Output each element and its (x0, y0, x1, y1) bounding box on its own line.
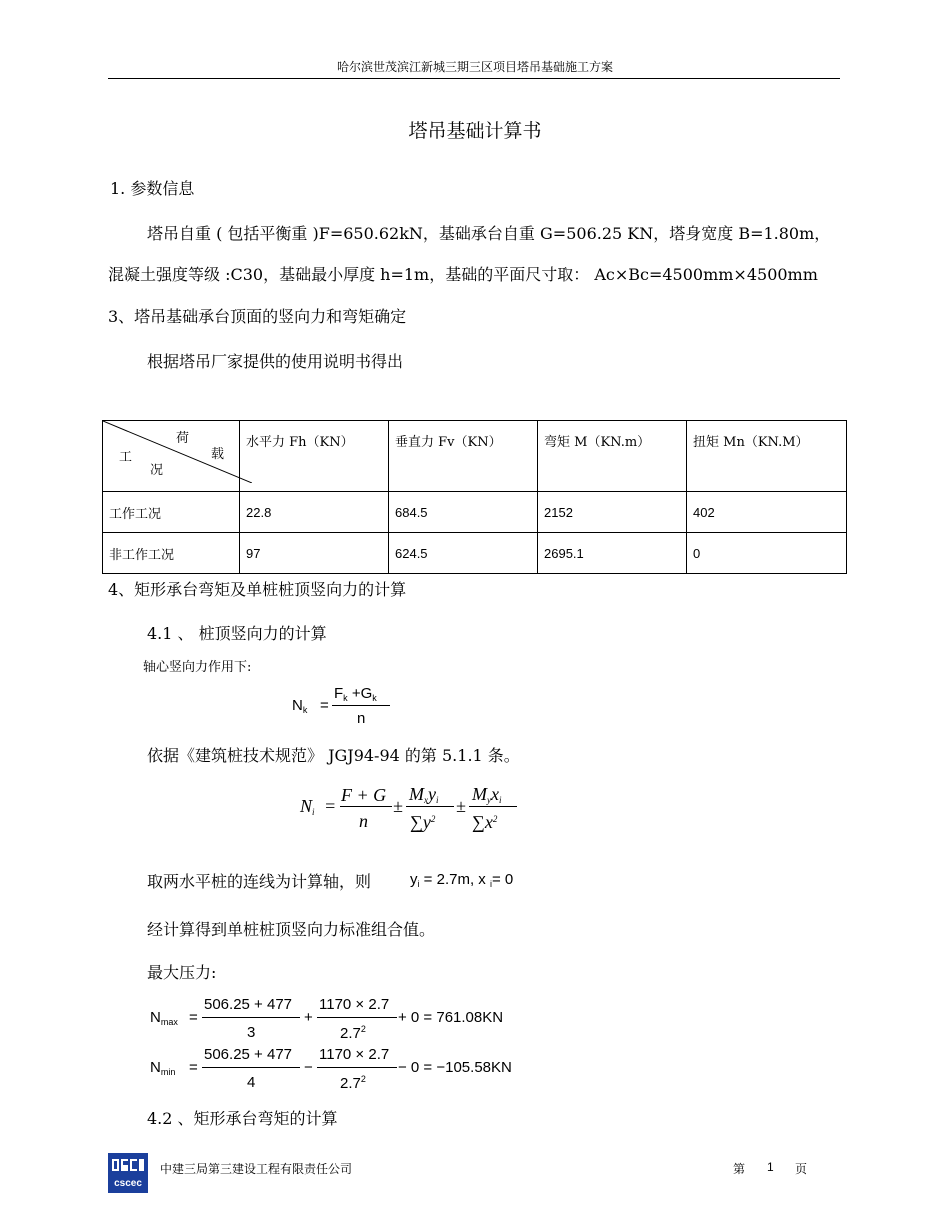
corner-label-top: 荷 (176, 431, 190, 446)
f2-t2-den: ∑y (410, 812, 431, 832)
nmax-op: + (304, 1009, 313, 1026)
f1-lhs: N (292, 697, 303, 714)
corner-label-bottom: 况 (150, 463, 164, 478)
footer-company: 中建三局第三建设工程有限责任公司 (160, 1162, 353, 1176)
nmax-num-1: 506.25 + 477 (204, 996, 293, 1013)
corner-label-right: 载 (211, 447, 225, 462)
nmax-bar-1 (202, 1017, 300, 1018)
f2-bar-2 (406, 806, 454, 807)
cell: 684.5 (389, 492, 538, 533)
header-moment: 弯矩 M（KN.m） (538, 421, 687, 492)
row-label: 非工作工况 (103, 533, 240, 574)
f2-t1-den: n (359, 811, 368, 831)
header-horizontal-force: 水平力 Fh（KN） (240, 421, 389, 492)
axial-force-label: 轴心竖向力作用下: (143, 660, 252, 675)
logo-text: cscec (114, 1178, 142, 1189)
load-table (102, 420, 847, 574)
f2-lhs-sub: i (312, 807, 315, 817)
param-line-2: 混凝土强度等级 :C30，基础最小厚度 h=1m，基础的平面尺寸取： Ac×Bc=4500mm×4500mm (108, 265, 818, 284)
f2-bar-1 (340, 806, 392, 807)
cell: 624.5 (389, 533, 538, 574)
f2-t2-mx: x (424, 795, 428, 805)
f2-t3-x: x (491, 784, 499, 804)
nmax-bar-2 (317, 1017, 397, 1018)
nmax-num-2: 1170 × 2.7 (319, 996, 390, 1013)
cell: 22.8 (240, 492, 389, 533)
f1-num-sub2: k (372, 693, 377, 703)
section-4-heading: 4、矩形承台弯矩及单桩桩顶竖向力的计算 (108, 580, 407, 599)
nmin-num-1: 506.25 + 477 (204, 1046, 293, 1063)
footer-page-prefix: 第 (733, 1162, 746, 1176)
nmin-num-2: 1170 × 2.7 (319, 1046, 390, 1063)
f2-t2-y: y (428, 784, 436, 804)
f2-t3-den: ∑x (472, 812, 493, 832)
company-logo (108, 1153, 148, 1193)
f2-t1-num: F + G (341, 785, 387, 805)
f2-pm-2: ± (456, 796, 466, 816)
axis-value: = 2.7m, x (423, 871, 486, 888)
table-corner-cell (103, 421, 240, 492)
axis-value-2: = 0 (491, 871, 514, 888)
f2-t2-yi: i (436, 795, 439, 805)
table-row (103, 492, 847, 533)
nmax-tail: + 0 = 761.08KN (398, 1009, 504, 1026)
f2-t3-xi: i (499, 795, 502, 805)
nmin-op: − (304, 1059, 313, 1076)
f2-t3-my: y (487, 795, 491, 805)
document-title: 塔吊基础计算书 (408, 120, 542, 142)
max-pressure-label: 最大压力: (147, 963, 217, 982)
footer-page-suffix: 页 (795, 1162, 808, 1176)
nmax-lhs: N (150, 1009, 161, 1026)
header-rule (108, 78, 840, 79)
f2-pm-1: ± (393, 796, 403, 816)
cell: 0 (687, 533, 847, 574)
corner-label-left: 工 (119, 450, 133, 465)
header-torque: 扭矩 Mn（KN.M） (687, 421, 847, 492)
page-header: 哈尔滨世茂滨江新城三期三区项目塔吊基础施工方案 (336, 60, 613, 74)
code-reference: 依据《建筑桩技术规范》 JGJ94-94 的第 5.1.1 条。 (147, 746, 520, 765)
header-vertical-force: 垂直力 Fv（KN） (389, 421, 538, 492)
axis-y-sub: i (417, 879, 420, 889)
param-line-1: 塔吊自重 ( 包括平衡重 )F=650.62kN，基础承台自重 G=506.25 KN，塔身宽度 B=1.80m， (147, 224, 831, 243)
nmin-den-2-sup: 2 (360, 1074, 366, 1084)
nmax-sub: max (160, 1017, 178, 1027)
subsection-4-1: 4.1 、 桩顶竖向力的计算 (147, 624, 327, 643)
subsection-4-2: 4.2 、矩形承台弯矩的计算 (147, 1109, 338, 1128)
f1-den: n (357, 710, 366, 727)
axis-x-sub: i (489, 879, 492, 889)
f2-bar-3 (469, 806, 517, 807)
row-label: 工作工况 (103, 492, 240, 533)
cell: 2152 (538, 492, 687, 533)
f1-fraction-bar (332, 705, 390, 706)
f1-eq: = (320, 697, 329, 714)
f2-lhs: N (300, 796, 313, 816)
nmin-tail: − 0 = −105.58KN (398, 1059, 512, 1076)
nmin-eq: = (189, 1059, 198, 1076)
cell: 2695.1 (538, 533, 687, 574)
f2-t2-m: M (409, 784, 424, 804)
nmin-den-2: 2.7 (340, 1075, 361, 1092)
nmin-sub: min (160, 1067, 176, 1077)
nmin-bar-1 (202, 1067, 300, 1068)
f2-eq: = (324, 796, 337, 816)
cell: 97 (240, 533, 389, 574)
f2-t3-den-sup: 2 (492, 814, 498, 824)
axis-y: y (410, 871, 418, 888)
nmin-bar-2 (317, 1067, 397, 1068)
section-3-heading: 3、塔吊基础承台顶面的竖向力和弯矩确定 (108, 307, 407, 326)
nmax-den-2: 2.7 (340, 1025, 361, 1042)
f2-t3-m: M (472, 784, 487, 804)
f1-num-sub1: k (343, 693, 348, 703)
axis-text: 取两水平桩的连线为计算轴，则 (147, 872, 372, 891)
cell: 402 (687, 492, 847, 533)
section-1-heading: 1. 参数信息 (110, 179, 195, 198)
nmin-lhs: N (150, 1059, 161, 1076)
result-text: 经计算得到单桩桩顶竖向力标准组合值。 (147, 920, 436, 939)
f1-num-plus: +G (351, 685, 373, 702)
section-3-text: 根据塔吊厂家提供的使用说明书得出 (147, 352, 404, 371)
table-row (103, 533, 847, 574)
footer-page-number: 1 (767, 1160, 774, 1174)
nmax-den-1: 3 (247, 1024, 256, 1041)
nmin-den-1: 4 (247, 1074, 256, 1091)
f2-t2-den-sup: 2 (430, 814, 436, 824)
f1-lhs-sub: k (302, 705, 308, 715)
nmax-den-2-sup: 2 (360, 1024, 366, 1034)
nmax-eq: = (189, 1009, 198, 1026)
f1-num-f: F (334, 685, 344, 702)
